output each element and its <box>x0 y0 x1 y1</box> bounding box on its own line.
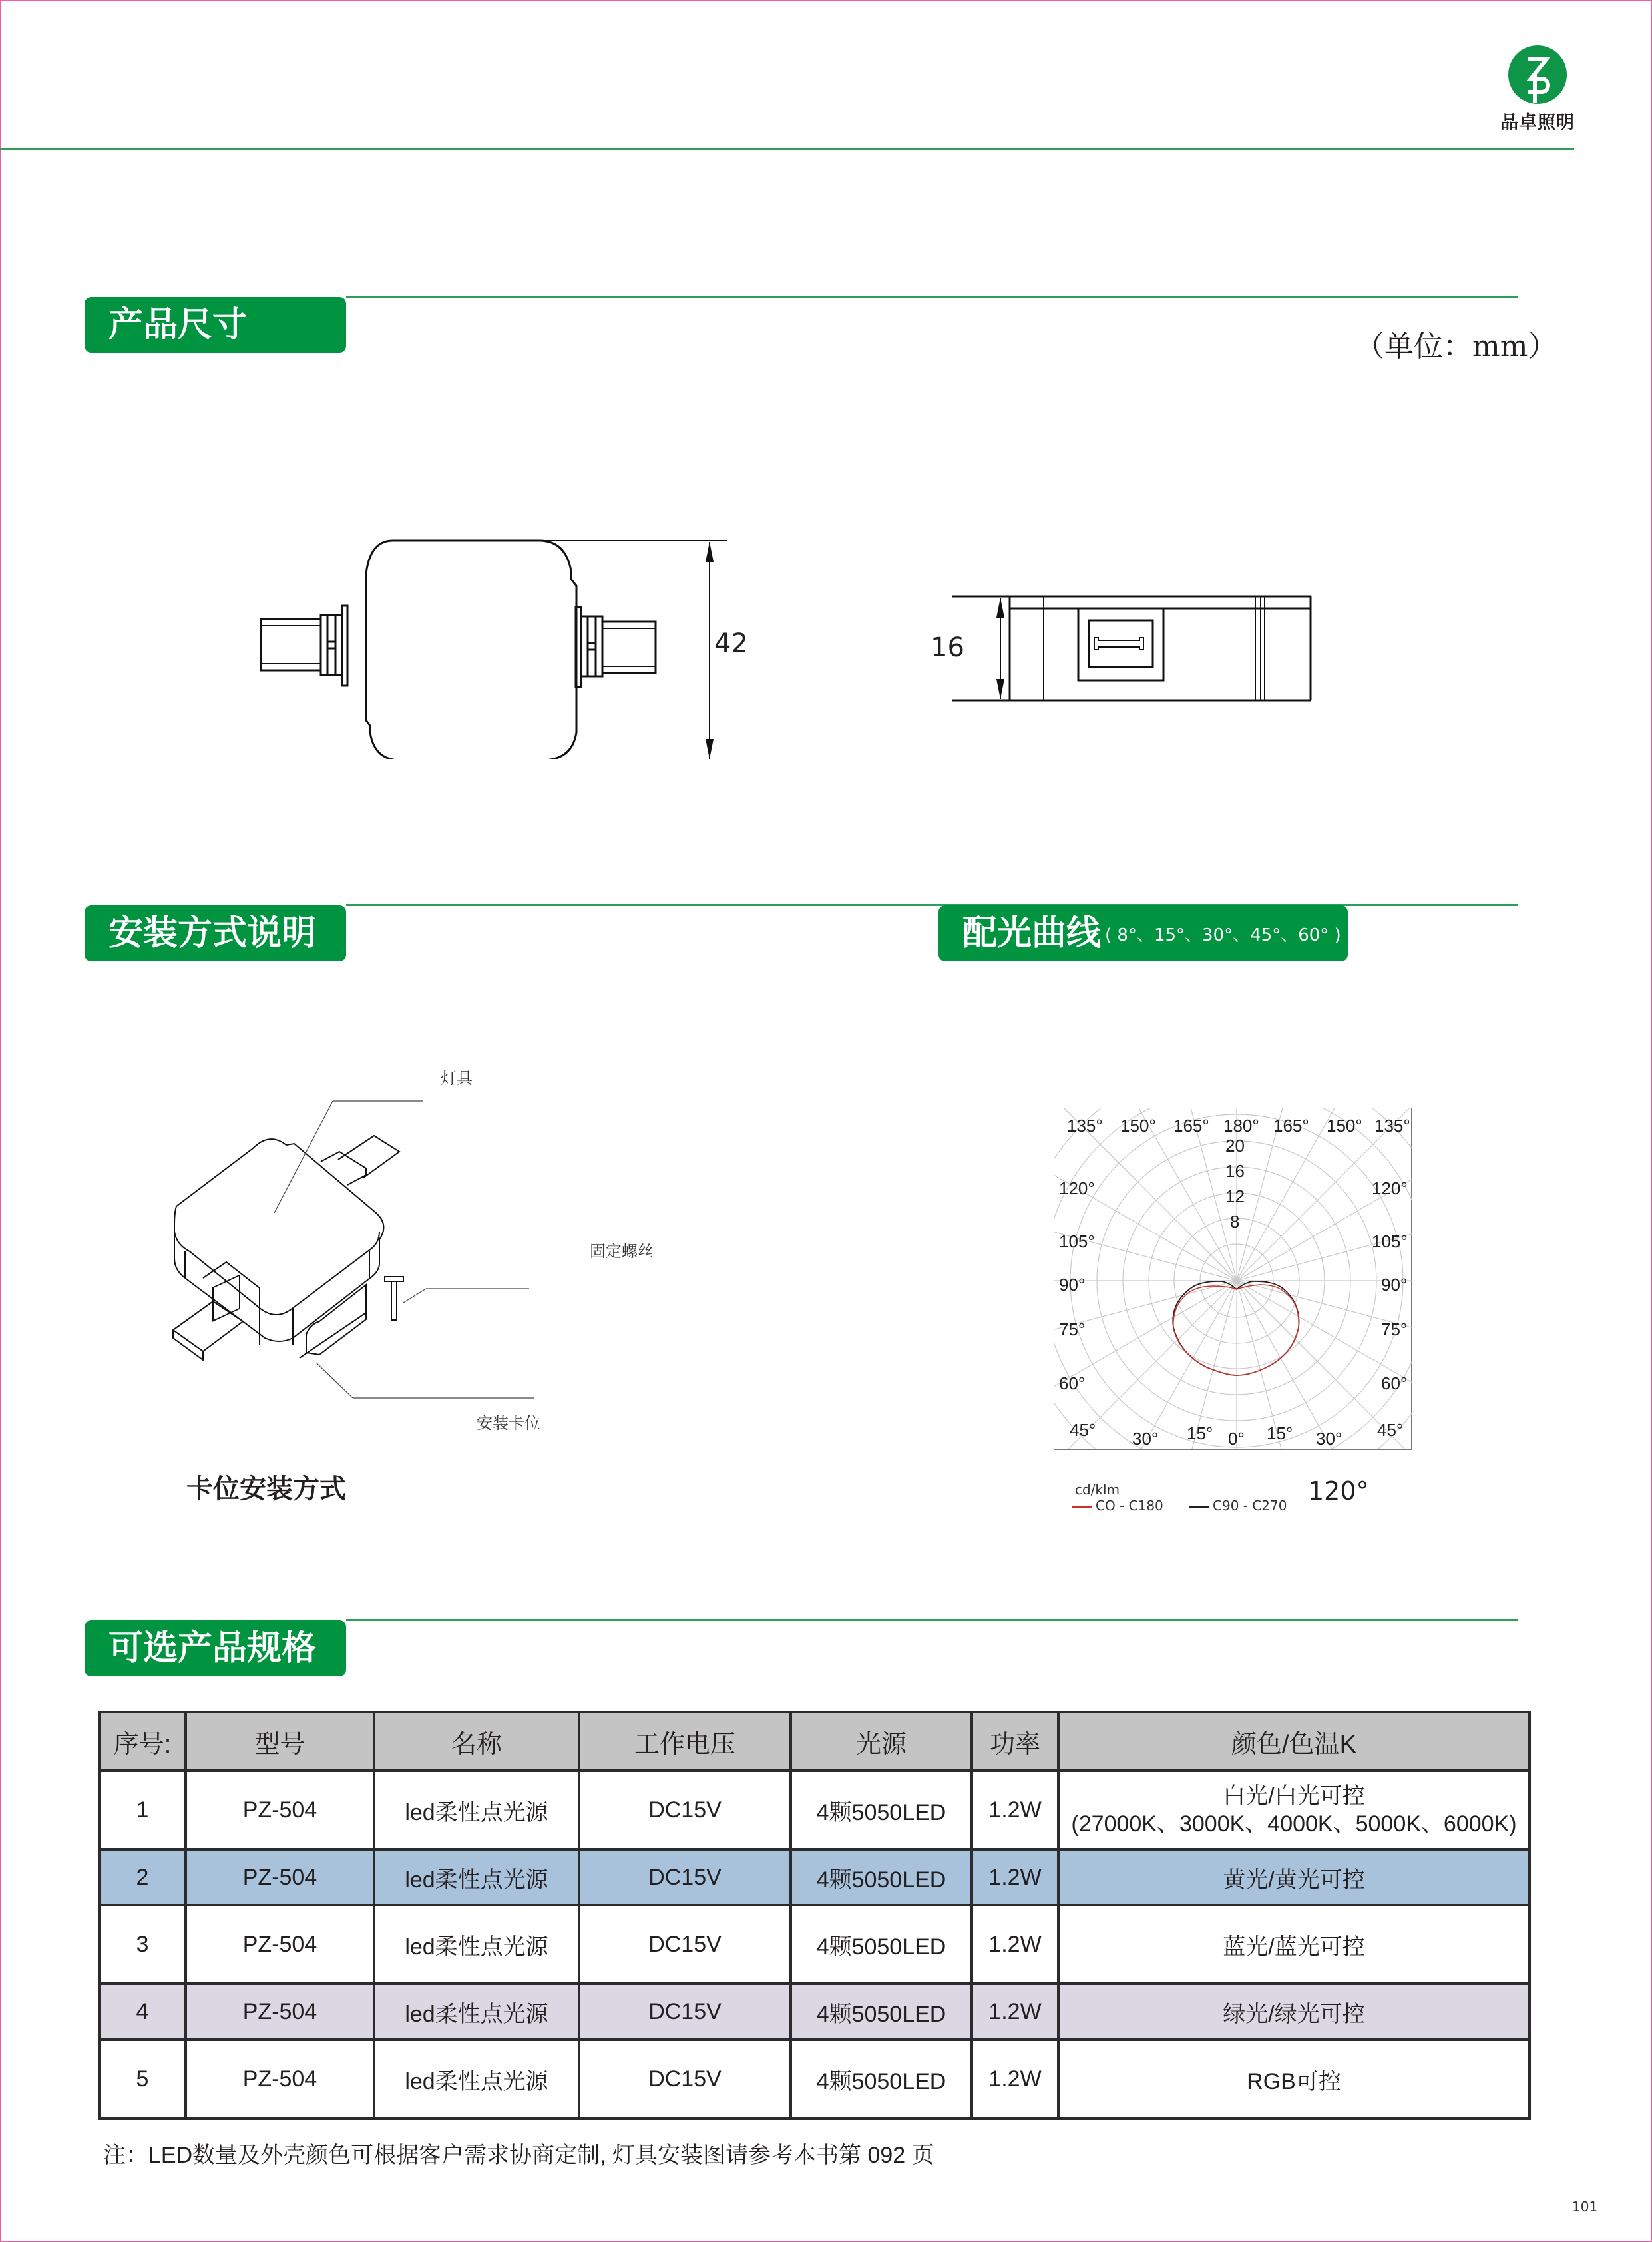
section-subtitle: ( 8°、15°、30°、45°、60° ) <box>1105 925 1341 945</box>
section-title-installation <box>85 905 346 961</box>
svg-text:45°: 45° <box>1070 1420 1096 1440</box>
cell-no: 1 <box>99 1771 186 1849</box>
cell-model: PZ-504 <box>186 1984 374 2040</box>
cell-no: 4 <box>99 1984 186 2040</box>
svg-text:165°: 165° <box>1173 1116 1209 1136</box>
callout-clip: 安装卡位 <box>477 1414 540 1433</box>
svg-text:75°: 75° <box>1059 1319 1086 1339</box>
header-divider <box>0 148 1574 150</box>
cell-no: 5 <box>99 2040 186 2118</box>
svg-text:60°: 60° <box>1381 1373 1408 1393</box>
section-title-text: 配光曲线 <box>962 913 1102 953</box>
cell-color: 黄光/黄光可控 <box>1058 1849 1530 1905</box>
footnote: 注：LED数量及外壳颜色可根据客户需求协商定制, 灯具安装图请参考本书第 092 页 <box>103 2143 934 2168</box>
light-distribution-chart <box>1054 1108 1413 1451</box>
svg-text:15°: 15° <box>1267 1423 1293 1443</box>
cell-power: 1.2W <box>972 1984 1058 2040</box>
col-header-color: 颜色/色温K <box>1058 1712 1530 1771</box>
section-divider <box>346 296 1518 298</box>
col-header-voltage: 工作电压 <box>579 1712 791 1771</box>
table-row <box>99 1984 1530 2040</box>
cell-color: 绿光/绿光可控 <box>1058 1984 1530 2040</box>
section-title-specs <box>85 1620 346 1676</box>
cell-voltage: DC15V <box>579 1771 791 1849</box>
legend-c90-c270: C90 - C270 <box>1189 1498 1287 1514</box>
section-title-light-curve <box>938 905 1348 961</box>
callout-fixture: 灯具 <box>441 1069 473 1088</box>
cell-color: RGB可控 <box>1058 2040 1530 2118</box>
cell-no: 2 <box>99 1849 186 1905</box>
cell-color <box>1058 1771 1530 1849</box>
svg-text:120°: 120° <box>1372 1178 1408 1198</box>
svg-text:12: 12 <box>1225 1186 1245 1206</box>
brand-name: 品卓照明 <box>1500 112 1575 133</box>
section-title-text: 产品尺寸 <box>108 305 248 345</box>
cell-no: 3 <box>99 1905 186 1984</box>
col-header-model: 型号 <box>186 1712 374 1771</box>
section-title-text: 安装方式说明 <box>108 913 317 953</box>
svg-text:45°: 45° <box>1377 1420 1404 1440</box>
svg-text:16: 16 <box>1225 1161 1245 1181</box>
side-view-drawing <box>945 586 1318 706</box>
cell-name: led柔性点光源 <box>374 1771 579 1849</box>
svg-text:150°: 150° <box>1120 1116 1156 1136</box>
svg-text:75°: 75° <box>1381 1319 1408 1339</box>
cell-power: 1.2W <box>972 1849 1058 1905</box>
installation-caption: 卡位安装方式 <box>186 1474 346 1504</box>
cell-power: 1.2W <box>972 2040 1058 2118</box>
section-title-text: 可选产品规格 <box>108 1628 317 1668</box>
callout-screw: 固定螺丝 <box>590 1242 654 1261</box>
svg-text:90°: 90° <box>1059 1275 1086 1295</box>
col-header-name: 名称 <box>374 1712 579 1771</box>
svg-text:8: 8 <box>1230 1212 1240 1232</box>
svg-text:180°: 180° <box>1223 1116 1259 1136</box>
cell-voltage: DC15V <box>579 1984 791 2040</box>
col-header-source: 光源 <box>791 1712 972 1771</box>
table-row <box>99 1905 1530 1984</box>
svg-text:120°: 120° <box>1059 1178 1095 1198</box>
legend-c0-c180: CO - C180 <box>1072 1498 1163 1514</box>
cell-model: PZ-504 <box>186 1771 374 1849</box>
cell-source: 4颗5050LED <box>791 2040 972 2118</box>
svg-text:30°: 30° <box>1316 1429 1342 1449</box>
spec-table <box>98 1711 1531 2120</box>
brand-logo <box>1491 45 1584 134</box>
unit-label: （单位：mm） <box>1355 330 1557 363</box>
table-row <box>99 1771 1530 1849</box>
svg-text:165°: 165° <box>1273 1116 1309 1136</box>
page-number: 101 <box>1572 2199 1598 2215</box>
cell-name: led柔性点光源 <box>374 1984 579 2040</box>
front-view-drawing <box>253 533 732 759</box>
section-title-dimensions <box>85 297 346 353</box>
table-header-row <box>99 1712 1530 1771</box>
cell-source: 4颗5050LED <box>791 1771 972 1849</box>
svg-text:105°: 105° <box>1059 1232 1095 1251</box>
legend-swatch-red <box>1072 1506 1092 1508</box>
cell-name: led柔性点光源 <box>374 1905 579 1984</box>
cell-voltage: DC15V <box>579 1905 791 1984</box>
cell-color-main: 白光/白光可控 <box>1223 1783 1365 1809</box>
cell-voltage: DC15V <box>579 1849 791 1905</box>
svg-text:20: 20 <box>1225 1136 1245 1156</box>
table-row <box>99 1849 1530 1905</box>
chart-unit: cd/klm <box>1075 1482 1120 1498</box>
cell-source: 4颗5050LED <box>791 1984 972 2040</box>
svg-text:90°: 90° <box>1381 1275 1408 1295</box>
side-height-dimension: 16 <box>930 632 964 663</box>
cell-source: 4颗5050LED <box>791 1905 972 1984</box>
svg-text:30°: 30° <box>1132 1429 1159 1449</box>
col-header-power: 功率 <box>972 1712 1058 1771</box>
svg-text:105°: 105° <box>1372 1232 1408 1251</box>
beam-angle: 120° <box>1308 1476 1369 1506</box>
legend-swatch-black <box>1189 1506 1209 1508</box>
svg-text:135°: 135° <box>1067 1116 1103 1136</box>
cell-name: led柔性点光源 <box>374 2040 579 2118</box>
cell-model: PZ-504 <box>186 1849 374 1905</box>
svg-text:150°: 150° <box>1327 1116 1362 1136</box>
cell-power: 1.2W <box>972 1905 1058 1984</box>
cell-source: 4颗5050LED <box>791 1849 972 1905</box>
cell-model: PZ-504 <box>186 1905 374 1984</box>
front-height-dimension: 42 <box>714 628 748 659</box>
svg-text:135°: 135° <box>1374 1116 1410 1136</box>
pz-monogram-icon <box>1508 45 1567 104</box>
cell-power: 1.2W <box>972 1771 1058 1849</box>
cell-name: led柔性点光源 <box>374 1849 579 1905</box>
cell-color-temps: (27000K、3000K、4000K、5000K、6000K) <box>1071 1811 1517 1837</box>
col-header-no: 序号: <box>99 1712 186 1771</box>
cell-model: PZ-504 <box>186 2040 374 2118</box>
table-row <box>99 2040 1530 2118</box>
svg-text:15°: 15° <box>1187 1423 1213 1443</box>
svg-text:60°: 60° <box>1059 1373 1086 1393</box>
cell-voltage: DC15V <box>579 2040 791 2118</box>
cell-color: 蓝光/蓝光可控 <box>1058 1905 1530 1984</box>
svg-text:0°: 0° <box>1228 1429 1245 1449</box>
section-divider <box>346 1619 1518 1621</box>
